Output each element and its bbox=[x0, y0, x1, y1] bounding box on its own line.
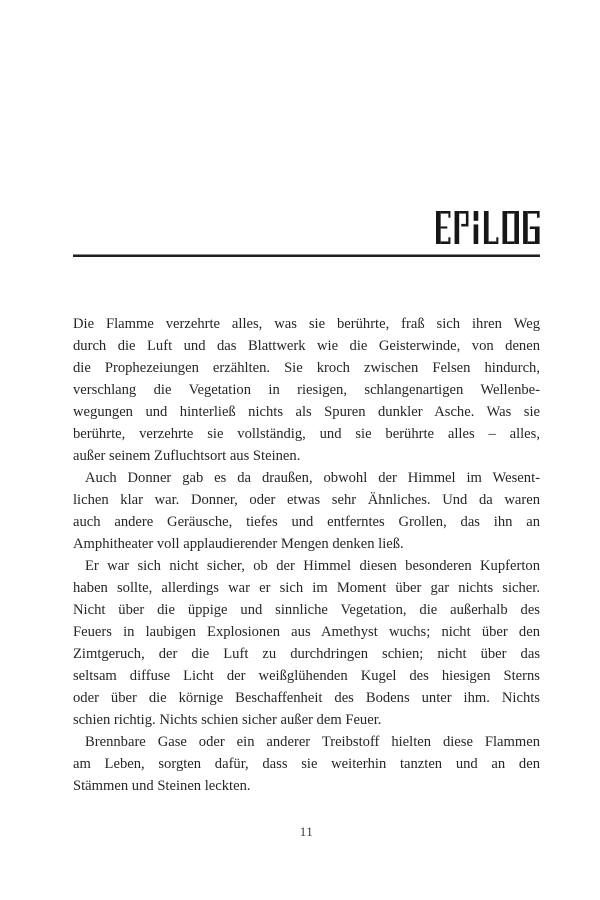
text-line: am Leben, sorgten dafür, dass sie weiterhin tanzten und an den bbox=[73, 756, 540, 772]
page-footer bbox=[73, 823, 540, 841]
text-line: Stämmen und Steinen leckten. bbox=[73, 778, 251, 794]
page-number: 11 bbox=[299, 824, 314, 839]
text-line: haben sollte, allerdings war er sich im Moment über gar nichts sicher. bbox=[73, 580, 540, 596]
text-line: Nicht über die üppige und sinnliche Vegetation, die außerhalb des bbox=[73, 602, 540, 618]
paragraph bbox=[73, 467, 540, 555]
text-line: berührte, verzehrte sie vollständig, und sie berührte alles – alles, bbox=[73, 426, 540, 442]
text-line: wegungen und hinterließ nichts als Spuren dunkler Asche. Was sie bbox=[73, 404, 540, 420]
paragraph bbox=[73, 313, 540, 467]
text-line: Amphitheater voll applaudierender Mengen denken ließ. bbox=[73, 536, 404, 552]
heading-rule bbox=[73, 254, 540, 257]
text-line: Brennbare Gase oder ein anderer Treibstoff hielten diese Flammen bbox=[85, 734, 540, 750]
paragraph bbox=[73, 555, 540, 731]
text-line: schien richtig. Nichts schien sicher außer dem Feuer. bbox=[73, 712, 382, 728]
paragraph bbox=[73, 731, 540, 797]
text-line: Die Flamme verzehrte alles, was sie berührte, fraß sich ihren Weg bbox=[73, 316, 540, 332]
text-line: verschlang die Vegetation in riesigen, schlangenartigen Wellenbe- bbox=[73, 382, 540, 398]
text-line: Er war sich nicht sicher, ob der Himmel diesen besonderen Kupferton bbox=[85, 558, 540, 574]
text-line: die Prophezeiungen erzählten. Sie kroch zwischen Felsen hindurch, bbox=[73, 360, 540, 376]
text-line: auch andere Geräusche, tiefes und entferntes Grollen, das ihn an bbox=[73, 514, 540, 530]
text-line: durch die Luft und das Blattwerk wie die Geisterwinde, von denen bbox=[73, 338, 540, 354]
text-line: Zimtgeruch, der die Luft zu durchdringen schien; nicht über das bbox=[73, 646, 540, 662]
epilog-deco-lettering bbox=[436, 211, 540, 244]
chapter-heading bbox=[436, 211, 540, 244]
text-line: außer seinem Zufluchtsort aus Steinen. bbox=[73, 448, 301, 464]
text-line: lichen klar war. Donner, oder etwas sehr Ähnliches. Und da waren bbox=[73, 492, 540, 508]
text-line: seltsam diffuse Licht der weißglühenden Kugel des hiesigen Sterns bbox=[73, 668, 540, 684]
text-column bbox=[73, 0, 540, 900]
text-line: Auch Donner gab es da draußen, obwohl der Himmel im Wesent- bbox=[85, 470, 540, 486]
text-line: Feuers in laubigen Explosionen aus Amethyst wuchs; nicht über den bbox=[73, 624, 540, 640]
body-text bbox=[73, 313, 540, 797]
text-line: oder über die körnige Beschaffenheit des Bodens unter ihm. Nichts bbox=[73, 690, 540, 706]
